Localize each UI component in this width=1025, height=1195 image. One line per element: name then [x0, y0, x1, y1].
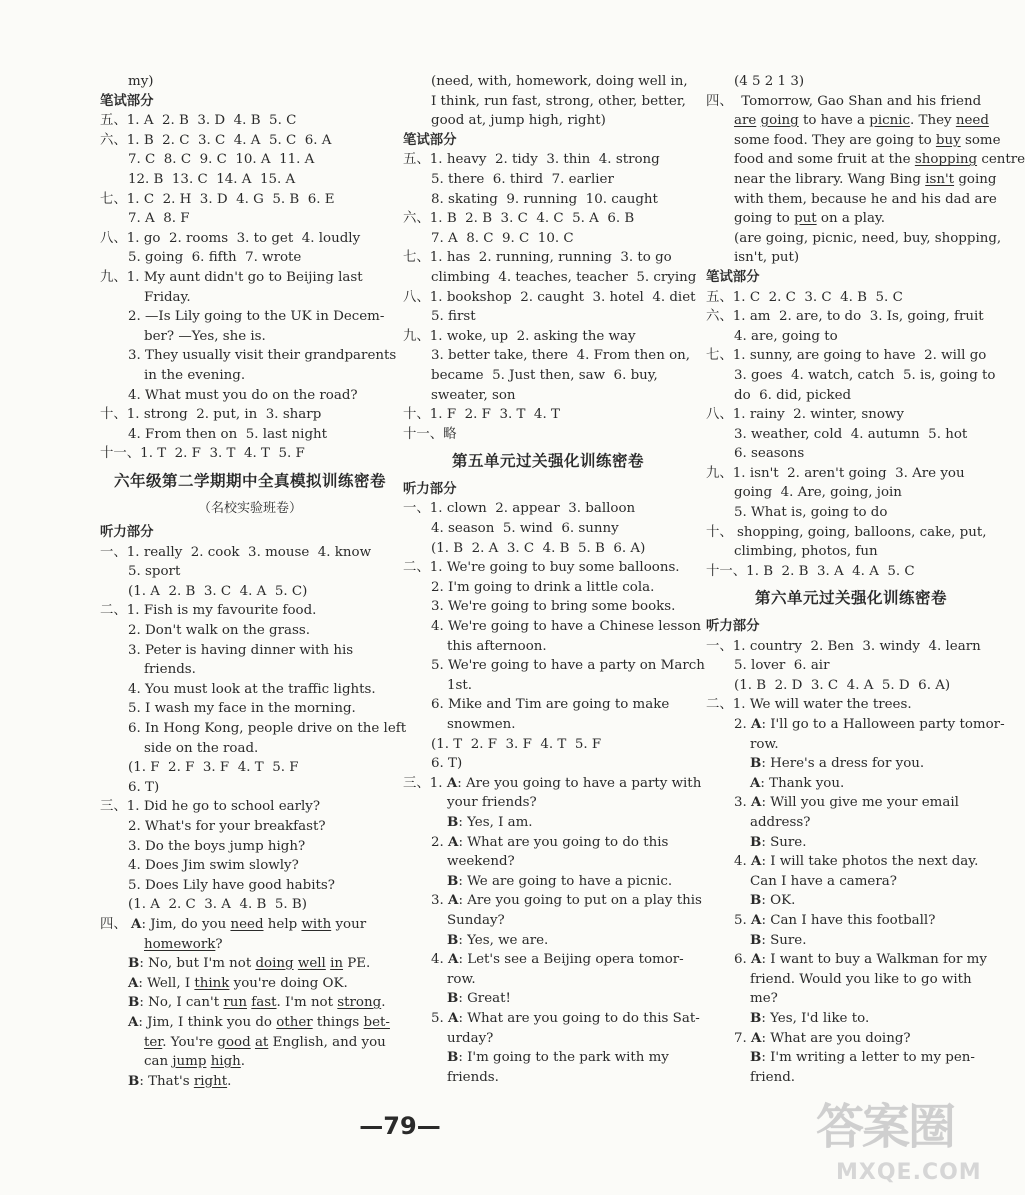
answer-line: 五、1. heavy 2. tidy 3. thin 4. strong [403, 152, 660, 168]
answer-line: 2. Don't walk on the grass. [128, 623, 310, 639]
answer-line: snowmen. [447, 717, 516, 732]
answer-line: near the library. Wang Bing isn't going [734, 171, 997, 187]
answer-line: ter. You're good at English, and you [144, 1034, 386, 1050]
answer-line: B: I'm writing a letter to my pen- [750, 1049, 975, 1066]
answer-line: 8. skating 9. running 10. caught [431, 191, 658, 207]
answer-line: 5. A: Can I have this football? [734, 911, 936, 928]
answer-line: 十一、1. B 2. B 3. A 4. A 5. C [706, 563, 915, 579]
answer-line: 5. A: What are you going to do this Sat- [431, 1009, 700, 1026]
answer-line: going to put on a play. [734, 211, 885, 227]
answer-column-2 [403, 72, 705, 1087]
answer-line: 2. I'm going to drink a little cola. [431, 579, 655, 595]
answer-column-1 [100, 72, 407, 1091]
answer-line: B: We are going to have a picnic. [447, 872, 673, 889]
answer-line: 4. season 5. wind 6. sunny [431, 521, 619, 537]
answer-line: 6. T) [431, 756, 463, 772]
answer-line: 6. A: I want to buy a Walkman for my [734, 951, 987, 968]
answer-line: (1. A 2. C 3. A 4. B 5. B) [128, 897, 307, 913]
answer-line: 4. A: I will take photos the next day. [734, 853, 979, 870]
answer-column-3 [706, 72, 1025, 1087]
answer-line: friend. [750, 1069, 796, 1085]
answer-line: B: Yes, we are. [447, 931, 549, 948]
answer-line: 5. Does Lily have good habits? [128, 877, 335, 893]
answer-line: (1. F 2. F 3. F 4. T 5. F [128, 760, 299, 776]
answer-line: 3. They usually visit their grandparents [128, 348, 397, 364]
answer-line: B: Yes, I am. [447, 813, 533, 830]
answer-line: 七、1. sunny, are going to have 2. will go [706, 348, 987, 364]
answer-line: (1. B 2. A 3. C 4. B 5. B 6. A) [431, 540, 646, 556]
answer-line: 六、1. B 2. C 3. C 4. A 5. C 6. A [100, 132, 332, 148]
answer-line: 八、1. rainy 2. winter, snowy [706, 407, 904, 423]
answer-line: Sunday? [447, 912, 505, 928]
watermark-logo [816, 1094, 996, 1192]
answer-line: 6. Mike and Tim are going to make [431, 697, 670, 713]
page-number: —79— [359, 1112, 441, 1140]
answer-line: B: Sure. [750, 833, 807, 850]
answer-line: 4. Does Jim swim slowly? [128, 858, 299, 874]
answer-line: my) [128, 74, 154, 89]
answer-line: 3. A: Will you give me your email [734, 794, 959, 811]
answer-line: going 4. Are, going, join [734, 485, 902, 501]
answer-line: 三、1. Did he go to school early? [100, 799, 321, 815]
answer-line: B: Great! [447, 990, 511, 1007]
answer-line: 六、1. B 2. B 3. C 4. C 5. A 6. B [403, 211, 635, 227]
answer-line: climbing, photos, fun [734, 544, 878, 560]
answer-line: B: No, but I'm not doing well in PE. [128, 955, 371, 972]
answer-line: 二、1. We will water the trees. [706, 697, 912, 713]
section-heading: 听力部分 [403, 481, 457, 497]
answer-line: 3. We're going to bring some books. [431, 599, 676, 615]
answer-line: B: Yes, I'd like to. [750, 1009, 870, 1026]
section-title: 第六单元过关强化训练密卷 [754, 589, 947, 608]
answer-line: 3. weather, cold 4. autumn 5. hot [734, 426, 968, 442]
answer-line: 一、1. really 2. cook 3. mouse 4. know [100, 544, 372, 560]
answer-line: 十、1. strong 2. put, in 3. sharp [100, 407, 322, 423]
answer-line: 4. We're going to have a Chinese lesson [431, 619, 701, 635]
answer-line: (1. T 2. F 3. F 4. T 5. F [431, 736, 602, 752]
answer-line: 6. seasons [734, 446, 805, 462]
answer-line: B: No, I can't run fast. I'm not strong. [128, 994, 386, 1011]
answer-line: 2. —Is Lily going to the UK in Decem- [128, 309, 385, 325]
answer-line: 一、1. country 2. Ben 3. windy 4. learn [706, 638, 981, 654]
answer-line: friend. Would you like to go with [750, 971, 972, 987]
answer-line: do 6. did, picked [734, 387, 852, 403]
answer-line: homework? [144, 936, 223, 952]
answer-line: row. [750, 736, 779, 752]
answer-line: food and some fruit at the shopping centre [734, 152, 1025, 168]
answer-line: can jump high. [144, 1054, 246, 1070]
answer-line: (1. B 2. D 3. C 4. A 5. D 6. A) [734, 677, 951, 693]
answer-line: 二、1. We're going to buy some balloons. [403, 560, 680, 576]
answer-line: your friends? [447, 795, 537, 811]
answer-line: 4. A: Let's see a Beijing opera tomor- [431, 951, 684, 968]
answer-line: isn't, put) [734, 250, 800, 266]
answer-line: 5. We're going to have a party on March [431, 658, 705, 674]
answer-line: (1. A 2. B 3. C 4. A 5. C) [128, 583, 308, 599]
answer-line: 6. T) [128, 779, 160, 795]
answer-line: B: Sure. [750, 931, 807, 948]
answer-line: 八、1. go 2. rooms 3. to get 4. loudly [100, 230, 361, 246]
answer-line: Friday. [144, 289, 191, 305]
answer-line: 八、1. bookshop 2. caught 3. hotel 4. diet [403, 289, 696, 305]
answer-line: 2. What's for your breakfast? [128, 818, 326, 834]
watermark-url: MXQE.COM [836, 1160, 982, 1185]
answer-line: 九、1. isn't 2. aren't going 3. Are you [706, 465, 965, 481]
answer-line: 3. Peter is having dinner with his [128, 642, 354, 658]
answer-line: B: Here's a dress for you. [750, 755, 925, 772]
answer-line: B: I'm going to the park with my [447, 1049, 669, 1066]
answer-line: 5. going 6. fifth 7. wrote [128, 250, 302, 266]
section-heading: 听力部分 [100, 525, 154, 541]
answer-line: 九、1. My aunt didn't go to Beijing last [100, 269, 363, 285]
answer-line: (4 5 2 1 3) [734, 74, 805, 89]
answer-line: A: Jim, I think you do other things bet- [128, 1013, 390, 1030]
answer-line: are going to have a picnic. They need [734, 113, 989, 129]
answer-line: (are going, picnic, need, buy, shopping, [734, 230, 1002, 246]
answer-line: 3. Do the boys jump high? [128, 838, 306, 854]
answer-line: became 5. Just then, saw 6. buy, [431, 367, 658, 383]
answer-line: 五、1. A 2. B 3. D 4. B 5. C [100, 113, 297, 129]
answer-line: 5. first [431, 309, 476, 325]
watermark-mark: 答案圈 [816, 1099, 955, 1155]
section-heading: 笔试部分 [100, 93, 154, 109]
answer-line: A: Thank you. [750, 774, 845, 791]
answer-line: urday? [447, 1030, 494, 1046]
answer-line: 九、1. woke, up 2. asking the way [403, 328, 636, 344]
answer-line: 5. sport [128, 564, 181, 580]
answer-line: 4. You must look at the traffic lights. [128, 681, 376, 697]
answer-line: 十、 shopping, going, balloons, cake, put, [706, 524, 987, 540]
answer-line: ber? —Yes, she is. [144, 328, 266, 344]
answer-line: some food. They are going to buy some [734, 132, 1001, 148]
answer-line: 2. A: What are you going to do this [431, 833, 669, 850]
answer-line: 七、1. C 2. H 3. D 4. G 5. B 6. E [100, 191, 335, 207]
answer-line: with them, because he and his dad are [734, 191, 997, 207]
answer-line: 三、1. A: Are you going to have a party with [403, 774, 702, 791]
answer-line: 五、1. C 2. C 3. C 4. B 5. C [706, 289, 903, 305]
answer-line: 十一、1. T 2. F 3. T 4. T 5. F [100, 446, 305, 462]
section-heading: 笔试部分 [706, 269, 760, 285]
answer-line: 7. A: What are you doing? [734, 1029, 911, 1046]
answer-line: 4. What must you do on the road? [128, 387, 358, 403]
section-title: 第五单元过关强化训练密卷 [451, 452, 644, 471]
answer-line: B: OK. [750, 892, 796, 909]
answer-line: Can I have a camera? [750, 873, 897, 889]
answer-line: 6. In Hong Kong, people drive on the left [128, 721, 407, 736]
answer-line: row. [447, 971, 476, 987]
answer-line: good at, jump high, right) [431, 113, 606, 129]
answer-line: (need, with, homework, doing well in, [431, 74, 688, 89]
answer-line: 2. A: I'll go to a Halloween party tomor- [734, 716, 1005, 732]
answer-line: B: That's right. [128, 1072, 232, 1089]
answer-line: 七、1. has 2. running, running 3. to go [403, 250, 672, 266]
answer-line: sweater, son [431, 387, 516, 403]
answer-line: me? [750, 991, 778, 1007]
answer-line: 3. A: Are you going to put on a play this [431, 892, 702, 909]
answer-line: I think, run fast, strong, other, better, [431, 93, 686, 109]
answer-line: side on the road. [144, 740, 259, 756]
answer-line: 六、1. am 2. are, to do 3. Is, going, fruit [706, 309, 984, 325]
answer-line: 四、 Tomorrow, Gao Shan and his friend [706, 93, 982, 109]
section-heading: 笔试部分 [403, 132, 457, 148]
answer-line: 3. goes 4. watch, catch 5. is, going to [734, 367, 996, 383]
answer-line: 5. there 6. third 7. earlier [431, 171, 614, 187]
answer-line: 4. are, going to [734, 328, 838, 344]
answer-line: in the evening. [144, 367, 246, 383]
answer-line: this afternoon. [447, 638, 547, 654]
answer-line: 12. B 13. C 14. A 15. A [128, 171, 296, 187]
answer-line: weekend? [447, 854, 515, 870]
section-title: 六年级第二学期期中全真模拟训练密卷 [113, 471, 386, 490]
answer-line: 7. A 8. C 9. C 10. C [431, 230, 574, 246]
answer-line: 5. I wash my face in the morning. [128, 701, 356, 717]
answer-line: 十一、略 [403, 426, 457, 442]
answer-line: friends. [144, 662, 196, 678]
answer-line: A: Well, I think you're doing OK. [128, 974, 348, 991]
answer-line: 4. From then on 5. last night [128, 426, 328, 442]
answer-line: 1st. [447, 677, 473, 693]
answer-line: 5. What is, going to do [734, 505, 888, 521]
answer-line: address? [750, 814, 811, 830]
answer-line: 二、1. Fish is my favourite food. [100, 603, 317, 619]
answer-line: 四、 A: Jim, do you need help with your [100, 915, 367, 932]
answer-line: climbing 4. teaches, teacher 5. crying [431, 269, 697, 285]
answer-line: 7. A 8. F [128, 211, 190, 227]
answer-line: 3. better take, there 4. From then on, [431, 348, 691, 364]
answer-line: 7. C 8. C 9. C 10. A 11. A [128, 152, 315, 168]
answer-line: 一、1. clown 2. appear 3. balloon [403, 501, 636, 517]
answer-line: 十、1. F 2. F 3. T 4. T [403, 407, 560, 423]
answer-line: 5. lover 6. air [734, 658, 830, 674]
section-heading: 听力部分 [706, 619, 760, 635]
section-subtitle: （名校实验班卷） [197, 501, 302, 517]
answer-line: friends. [447, 1069, 499, 1085]
